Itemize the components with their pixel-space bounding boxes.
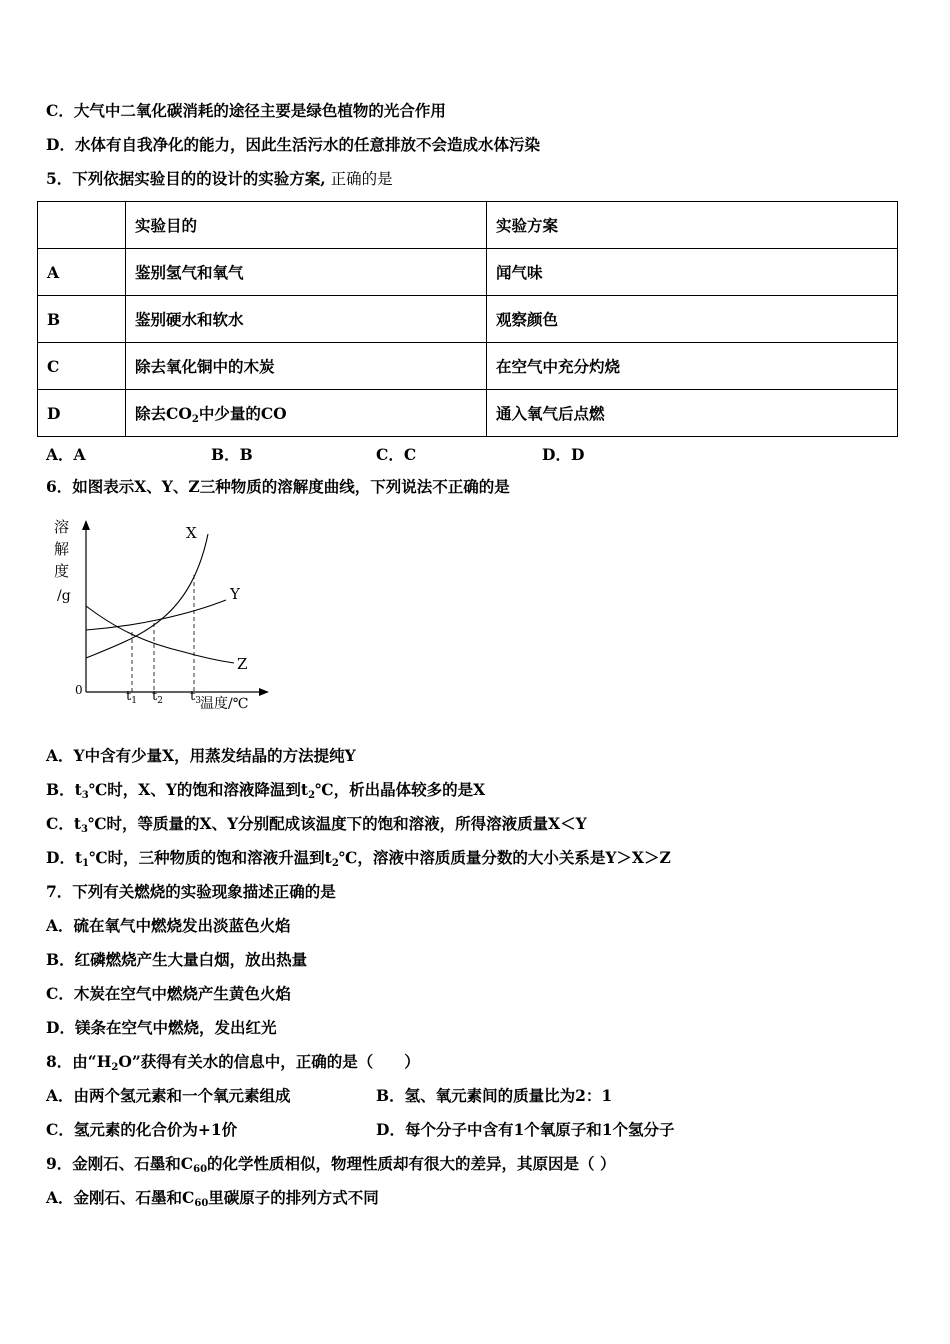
t2-label: $t_2$ xyxy=(152,689,163,706)
y-axis-label-char: /g xyxy=(57,588,71,604)
table-header-cell: 实验方案 xyxy=(487,202,898,249)
text: 的化学性质相似，物理性质却有很大的差异，其原因是（ ） xyxy=(207,1154,616,1173)
q5-option-d: D．D xyxy=(542,445,585,464)
text: ℃，溶液中溶质质量分数的大小关系是Y＞X＞Z xyxy=(338,848,671,867)
text: 8．由“H xyxy=(46,1052,112,1071)
text: ℃时，X、Y的饱和溶液降温到t xyxy=(88,780,309,799)
y-axis-label-char: 溶 xyxy=(54,518,70,536)
q6-option-c xyxy=(46,814,587,834)
origin-label: 0 xyxy=(75,683,83,697)
q5-stem-normal: 正确的是 xyxy=(325,170,393,188)
q8-option-a: A．由两个氢元素和一个氧元素组成 xyxy=(46,1086,291,1105)
curve-z-label: Z xyxy=(237,655,248,673)
q4-option-d: D．水体有自我净化的能力，因此生活污水的任意排放不会造成水体污染 xyxy=(46,135,540,154)
table-cell-purpose: 鉴别硬水和软水 xyxy=(126,296,487,343)
q7-option-b: B．红磷燃烧产生大量白烟，放出热量 xyxy=(46,950,308,969)
text: ℃时，等质量的X、Y分别配成该温度下的饱和溶液，所得溶液质量X＜Y xyxy=(87,814,587,833)
q6-option-d xyxy=(46,848,671,868)
subscript: 3 xyxy=(81,824,88,835)
q5-stem-bold: 5．下列依据实验目的的设计的实验方案, xyxy=(46,169,326,188)
text: 9．金刚石、石墨和C xyxy=(46,1154,194,1173)
subscript: 2 xyxy=(308,790,316,801)
text: 里碳原子的排列方式不同 xyxy=(208,1188,379,1207)
text: O”获得有关水的信息中，正确的是（ ） xyxy=(118,1052,420,1071)
subscript: 1 xyxy=(82,858,90,869)
curve-y-label: Y xyxy=(230,585,240,603)
t1-label: $t_1$ xyxy=(126,689,137,706)
subscript: 60 xyxy=(194,1198,209,1209)
text: A．金刚石、石墨和C xyxy=(46,1188,195,1207)
q8-option-c: C．氢元素的化合价为+1价 xyxy=(46,1120,238,1139)
purpose-text: 除去CO xyxy=(135,404,192,423)
q9-option-a xyxy=(46,1188,379,1208)
curve-x xyxy=(86,534,208,658)
q6-option-a: A．Y中含有少量X，用蒸发结晶的方法提纯Y xyxy=(46,746,356,765)
x-axis-arrow xyxy=(259,688,269,696)
y-axis-label-char: 解 xyxy=(54,540,70,558)
y-axis-label-char: 度 xyxy=(54,562,70,580)
q5-option-c: C．C xyxy=(376,445,417,464)
curve-z xyxy=(86,606,234,663)
solubility-graph xyxy=(40,512,280,720)
subscript: 3 xyxy=(81,790,89,801)
experiment-table xyxy=(37,201,898,437)
subscript: 2 xyxy=(111,1062,119,1073)
purpose-subscript: 2 xyxy=(191,414,199,425)
table-header-cell: 实验目的 xyxy=(126,202,487,249)
curve-y xyxy=(86,600,226,630)
table-cell-label: C xyxy=(38,343,126,390)
curve-x-label: X xyxy=(186,524,197,542)
q8-option-d: D．每个分子中含有1个氧原子和1个氢分子 xyxy=(376,1120,675,1139)
table-header-cell xyxy=(38,202,126,249)
q7-stem: 7．下列有关燃烧的实验现象描述正确的是 xyxy=(46,882,336,901)
table-row xyxy=(38,390,898,437)
x-axis-label: 温度/℃ xyxy=(200,696,249,712)
text: B．t xyxy=(46,780,82,799)
q7-option-c: C．木炭在空气中燃烧产生黄色火焰 xyxy=(46,984,291,1003)
table-row xyxy=(38,296,898,343)
table-cell-label: A xyxy=(38,249,126,296)
text: C．t xyxy=(46,814,81,833)
text: ℃，析出晶体较多的是X xyxy=(315,780,486,799)
q9-stem xyxy=(46,1154,615,1174)
q8-stem xyxy=(46,1052,420,1072)
subscript: 60 xyxy=(193,1164,208,1175)
text: ℃时，三种物质的饱和溶液升温到t xyxy=(89,848,332,867)
q4-option-c: C．大气中二氧化碳消耗的途径主要是绿色植物的光合作用 xyxy=(46,101,446,120)
table-cell-label: D xyxy=(38,390,126,437)
table-cell-plan: 在空气中充分灼烧 xyxy=(487,343,898,390)
table-cell-plan: 观察颜色 xyxy=(487,296,898,343)
q5-option-b: B．B xyxy=(211,445,253,464)
table-row xyxy=(38,249,898,296)
q6-option-b xyxy=(46,780,485,800)
y-axis-arrow xyxy=(82,520,90,530)
text: D．t xyxy=(46,848,83,867)
table-cell-plan: 闻气味 xyxy=(487,249,898,296)
q8-option-b: B．氢、氧元素间的质量比为2：1 xyxy=(376,1086,613,1105)
q7-option-a: A．硫在氧气中燃烧发出淡蓝色火焰 xyxy=(46,916,291,935)
table-cell-label: B xyxy=(38,296,126,343)
subscript: 2 xyxy=(331,858,339,869)
table-cell-purpose xyxy=(126,390,487,437)
q5-option-a: A．A xyxy=(46,445,86,464)
q5-stem xyxy=(46,169,393,189)
table-cell-purpose: 除去氧化铜中的木炭 xyxy=(126,343,487,390)
q6-stem: 6．如图表示X、Y、Z三种物质的溶解度曲线，下列说法不正确的是 xyxy=(46,477,510,496)
t3-label: $t_3$ xyxy=(190,689,201,706)
table-cell-plan: 通入氧气后点燃 xyxy=(487,390,898,437)
table-header-row xyxy=(38,202,898,249)
q7-option-d: D．镁条在空气中燃烧，发出红光 xyxy=(46,1018,277,1037)
purpose-text: 中少量的CO xyxy=(198,404,287,423)
table-cell-purpose: 鉴别氢气和氧气 xyxy=(126,249,487,296)
table-row xyxy=(38,343,898,390)
